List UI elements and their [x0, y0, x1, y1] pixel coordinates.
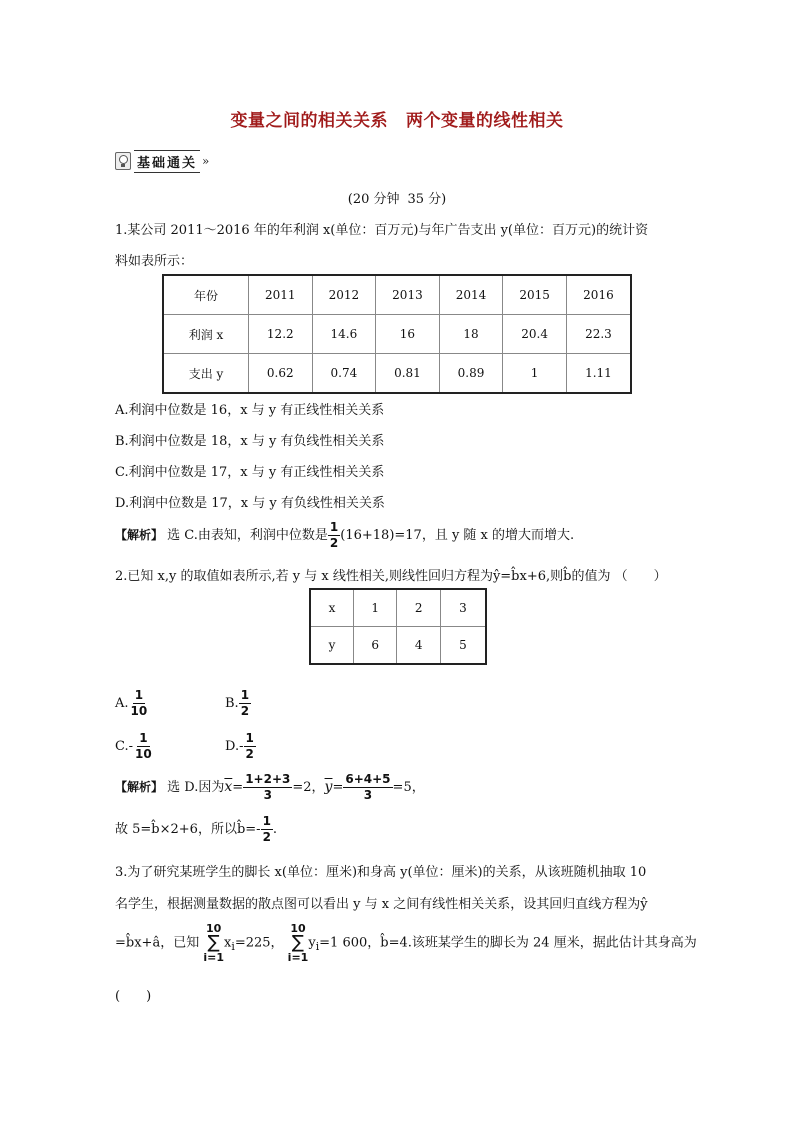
q1-option-d: D.利润中位数是 17，x 与 y 有负线性相关关系 — [115, 496, 385, 511]
table-cell: 2 — [397, 589, 440, 627]
q3-line3: =b̂x+â，已知 10 ∑ i=1 $x_i=225$， 10 ∑ i=1 $y_i=1$ 600，b̂=4.该班某学生的脚长为 24 厘米，据此估计其身高为 — [115, 922, 697, 964]
q2-analysis-line2: 故 5=b̂×2+6，所以b̂=- $\frac{1}{2}$ . — [115, 814, 278, 844]
analysis-label: 【解析】 — [115, 780, 164, 794]
table-cell: 0.89 — [439, 354, 503, 394]
table-cell: 年份 — [163, 275, 249, 315]
table-cell: 2012 — [312, 275, 376, 315]
q1-line2: 料如表所示： — [115, 254, 194, 269]
sigma-icon: ∑ — [207, 932, 220, 953]
table-cell: x — [310, 589, 354, 627]
table-cell: 1 — [503, 354, 567, 394]
sigma-icon: ∑ — [291, 932, 305, 953]
sigma-sum: 10 ∑ i=1 — [287, 922, 309, 964]
table-cell: 支出 y — [163, 354, 249, 394]
table-cell: 0.62 — [249, 354, 313, 394]
table-cell: 1.11 — [566, 354, 631, 394]
table-cell: 3 — [440, 589, 486, 627]
fraction: $\frac{1}{2}$ — [240, 688, 250, 718]
time-limit: (20 分钟 35 分) — [347, 192, 447, 207]
table-cell: 22.3 — [566, 315, 631, 354]
table-cell: 12.2 — [249, 315, 313, 354]
table-row — [310, 589, 486, 627]
analysis-label: 【解析】 — [115, 528, 164, 542]
q2-option-d: D.- $\frac{1}{2}$ — [225, 731, 254, 761]
fraction: $\frac{1+2+3}{3}$ — [245, 772, 291, 802]
section-header — [115, 151, 209, 171]
table-cell: 2015 — [503, 275, 567, 315]
table-cell: 1 — [354, 589, 397, 627]
q1-table — [162, 274, 632, 394]
page-title: 变量之间的相关关系 两个变量的线性相关 — [230, 111, 564, 131]
q1-option-a: A.利润中位数是 16，x 与 y 有正线性相关关系 — [115, 403, 385, 418]
fraction: $\frac{1}{2}$ — [329, 520, 339, 550]
q3-line1: 3.为了研究某班学生的脚长 x(单位：厘米)和身高 y(单位：厘米)的关系，从该班随机抽取 10 — [115, 865, 647, 880]
fraction: $\frac{1}{2}$ — [262, 814, 271, 844]
sigma-sum: 10 ∑ i=1 — [203, 922, 224, 964]
table-cell: y — [310, 627, 354, 665]
q2-table — [309, 588, 487, 665]
lightbulb-icon — [115, 152, 131, 170]
table-cell: 0.81 — [376, 354, 440, 394]
table-row — [163, 354, 631, 394]
table-row — [310, 627, 486, 665]
q2-option-c: C.- $\frac{1}{10}$ — [115, 731, 152, 761]
table-cell: 4 — [397, 627, 440, 665]
table-cell: 利润 x — [163, 315, 249, 354]
fraction: $\frac{1}{10}$ — [135, 731, 152, 761]
q1-option-b: B.利润中位数是 18，x 与 y 有负线性相关关系 — [115, 434, 385, 449]
section-label: 基础通关 — [134, 150, 200, 173]
q1-analysis: 【解析】 选 C.由表知，利润中位数是 $\frac{1}{2}$ (16+18)=17，且 y 随 x 的增大而增大. — [115, 520, 575, 550]
table-cell: 18 — [439, 315, 503, 354]
table-cell: 2013 — [376, 275, 440, 315]
table-cell: 14.6 — [312, 315, 376, 354]
table-cell: 0.74 — [312, 354, 376, 394]
table-cell: 6 — [354, 627, 397, 665]
fraction: $\frac{1}{2}$ — [245, 731, 254, 761]
q2-option-b: B. $\frac{1}{2}$ — [225, 688, 250, 718]
q3-line4: ( ) — [115, 989, 152, 1004]
chevron-right-icon: » — [202, 154, 210, 168]
table-cell: 5 — [440, 627, 486, 665]
table-cell: 2014 — [439, 275, 503, 315]
q2-analysis: 【解析】 选 D.因为$\overline{x}=$ $\frac{1+2+3}{3}$ =2，$\overline{y}=$ $\frac{6+4+5}{3}$ =5， — [115, 772, 425, 802]
table-cell: 2011 — [249, 275, 313, 315]
table-cell: 16 — [376, 315, 440, 354]
table-cell: 2016 — [566, 275, 631, 315]
q1-line1: 1.某公司 2011～2016 年的年利润 x(单位：百万元)与年广告支出 y(单位：百万元)的统计资 — [115, 223, 649, 238]
table-row — [163, 275, 631, 315]
table-row — [163, 315, 631, 354]
q1-option-c: C.利润中位数是 17，x 与 y 有正线性相关关系 — [115, 465, 385, 480]
q2-option-a: A. $\frac{1}{10}$ — [115, 688, 148, 718]
q3-line2: 名学生，根据测量数据的散点图可以看出 y 与 x 之间有线性相关关系，设其回归直线方程为ŷ — [115, 897, 648, 912]
q2-line1: 2.已知 x,y 的取值如表所示,若 y 与 x 线性相关,则线性回归方程为ŷ=b̂x+6,则b̂的值为 （ ） — [115, 569, 667, 584]
fraction: $\frac{6+4+5}{3}$ — [345, 772, 391, 802]
fraction: $\frac{1}{10}$ — [130, 688, 148, 718]
table-cell: 20.4 — [503, 315, 567, 354]
